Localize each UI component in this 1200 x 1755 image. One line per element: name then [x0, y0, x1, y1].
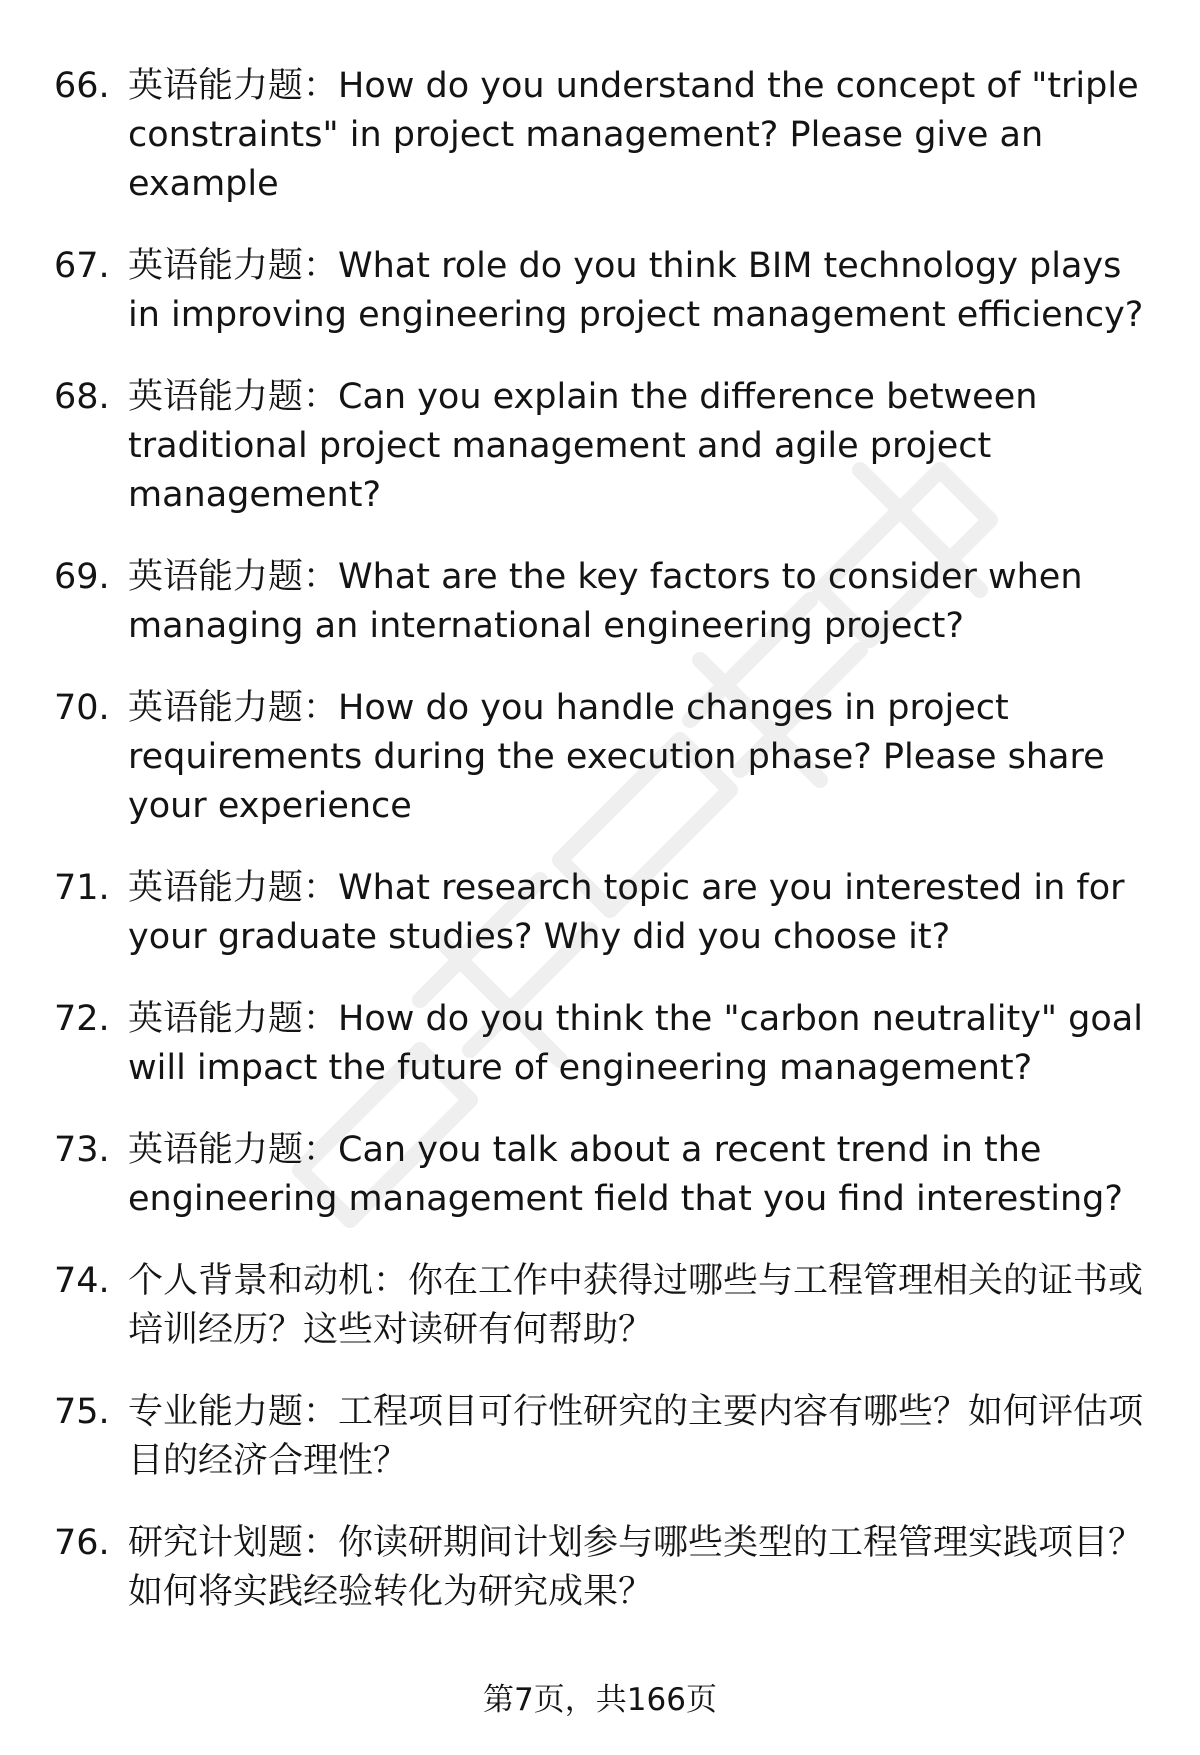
question-item-69 — [54, 553, 1164, 651]
question-text: 英语能力题：What research topic are you interested in for your graduate studies? Why did you choose it? — [128, 868, 1125, 957]
question-text: 英语能力题：How do you handle changes in project requirements during the execution phase? Please share your experience — [128, 688, 1105, 826]
question-text: 英语能力题：What role do you think BIM technology plays in improving engineering project management efficiency? — [128, 246, 1144, 335]
question-number: 70. — [54, 688, 110, 728]
question-item-72 — [54, 995, 1164, 1093]
question-item-68 — [54, 373, 1164, 520]
question-number: 67. — [54, 246, 110, 286]
question-number: 75. — [54, 1392, 110, 1432]
question-item-76 — [54, 1519, 1164, 1617]
question-list — [54, 62, 1164, 1617]
question-item-71 — [54, 864, 1164, 962]
question-text: 研究计划题：你读研期间计划参与哪些类型的工程管理实践项目？如何将实践经验转化为研究成果？ — [128, 1523, 1144, 1612]
question-item-70 — [54, 684, 1164, 831]
question-item-74 — [54, 1257, 1164, 1355]
question-text: 专业能力题：工程项目可行性研究的主要内容有哪些？如何评估项目的经济合理性？ — [128, 1392, 1144, 1481]
question-number: 76. — [54, 1523, 110, 1563]
question-item-67 — [54, 242, 1164, 340]
question-item-66 — [54, 62, 1164, 209]
question-text: 英语能力题：Can you talk about a recent trend in the engineering management field that you find interesting? — [128, 1130, 1123, 1219]
question-number: 69. — [54, 557, 110, 597]
question-item-75 — [54, 1388, 1164, 1486]
question-text: 英语能力题：How do you think the "carbon neutrality" goal will impact the future of engineering management? — [128, 999, 1143, 1088]
question-text: 英语能力题：How do you understand the concept of "triple constraints" in project management? Please give an example — [128, 66, 1139, 204]
question-number: 68. — [54, 377, 110, 417]
question-number: 66. — [54, 66, 110, 106]
question-number: 72. — [54, 999, 110, 1039]
question-text: 个人背景和动机：你在工作中获得过哪些与工程管理相关的证书或培训经历？这些对读研有何帮助？ — [128, 1261, 1144, 1350]
question-text: 英语能力题：What are the key factors to consider when managing an international engineering project? — [128, 557, 1083, 646]
question-number: 74. — [54, 1261, 110, 1301]
question-item-73 — [54, 1126, 1164, 1224]
question-number: 73. — [54, 1130, 110, 1170]
page-number-footer: 第7页，共166页 — [483, 1682, 717, 1718]
question-text: 英语能力题：Can you explain the difference between traditional project management and agile project management? — [128, 377, 1038, 515]
question-number: 71. — [54, 868, 110, 908]
